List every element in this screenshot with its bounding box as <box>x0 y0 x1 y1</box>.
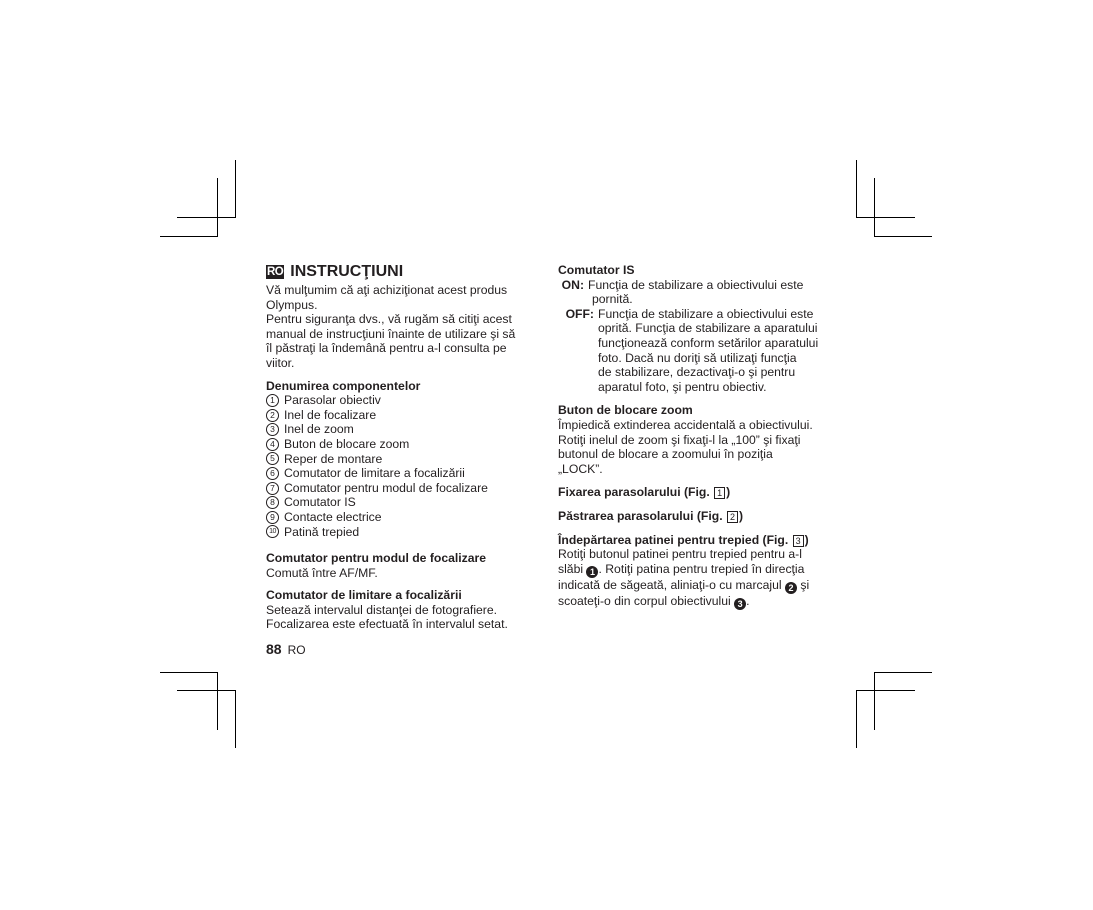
tripod-text <box>558 594 833 610</box>
focus-mode-text: Comută între AF/MF. <box>266 565 378 580</box>
on-def-line: pornită. <box>592 292 633 307</box>
zoom-lock-text: butonul de blocare a zoomului în poziţia <box>558 447 773 462</box>
figure-2-icon: 2 <box>727 511 738 523</box>
item-number-icon: 6 <box>266 467 279 480</box>
list-item <box>266 437 528 452</box>
item-number-icon: 9 <box>266 511 279 524</box>
on-def-line: Funcţia de stabilizare a obiectivului este <box>588 277 804 292</box>
intro-line: îl păstraţi la îndemână pentru a-l consulta pe <box>266 341 507 356</box>
tripod-label: Îndepărtarea patinei pentru trepied (Fig. <box>558 532 789 547</box>
language-badge: RO <box>267 266 284 278</box>
list-item <box>266 422 528 437</box>
item-label: Buton de blocare zoom <box>284 436 410 451</box>
figure-1-icon: 1 <box>714 487 725 499</box>
hood-store-label: Păstrarea parasolarului (Fig. <box>558 508 723 523</box>
item-number-icon: 7 <box>266 482 279 495</box>
step-1-icon: 1 <box>586 566 598 578</box>
intro-line: Olympus. <box>266 297 318 312</box>
item-label: Patină trepied <box>284 524 360 539</box>
close-paren: ) <box>804 532 809 547</box>
intro-line: Vă mulţumim că aţi achiziţionat acest produs <box>266 283 508 297</box>
tripod-text <box>558 562 833 578</box>
zoom-lock-text: Rotiţi inelul de zoom şi fixaţi-l la „100” şi fixaţi <box>558 432 801 447</box>
list-item <box>266 452 528 467</box>
tripod-text: Rotiţi butonul patinei pentru trepied pentru a-l <box>558 547 802 562</box>
focus-limit-heading: Comutator de limitare a focalizării <box>266 588 462 603</box>
item-number-icon: 10 <box>266 525 279 538</box>
intro-line: viitor. <box>266 355 295 370</box>
tripod-text <box>558 578 833 594</box>
item-number-icon: 4 <box>266 438 279 451</box>
item-label: Inel de zoom <box>284 422 354 437</box>
item-label: Inel de focalizare <box>284 407 377 422</box>
tripod-text-part: scoateţi-o din corpul obiectivului <box>558 593 731 608</box>
item-number-icon: 2 <box>266 409 279 422</box>
components-heading: Denumirea componentelor <box>266 378 421 393</box>
item-label: Comutator IS <box>284 495 356 510</box>
tripod-heading <box>558 533 833 548</box>
focus-limit-text: Setează intervalul distanţei de fotografiere. <box>266 602 498 617</box>
hood-attach-heading <box>558 485 833 500</box>
components-list <box>266 393 528 539</box>
close-paren: ) <box>738 508 744 523</box>
list-item <box>266 510 528 525</box>
page-footer <box>266 641 306 657</box>
zoom-lock-text: „LOCK”. <box>558 461 603 476</box>
figure-3-icon: 3 <box>793 535 804 547</box>
tripod-text-part: slăbi <box>558 561 584 576</box>
tripod-text-part: . Rotiţi patina pentru trepied în direcţia <box>598 561 805 576</box>
tripod-text-part: indicată de săgeată, aliniaţi-o cu marcajul <box>558 577 782 592</box>
focus-limit-text: Focalizarea este efectuată în intervalul setat. <box>266 617 508 632</box>
title-row <box>266 263 528 281</box>
intro-line: Pentru siguranţa dvs., vă rugăm să citiţi acest <box>266 312 512 327</box>
close-paren: ) <box>726 485 731 500</box>
right-column <box>558 263 833 610</box>
left-column <box>266 263 528 632</box>
off-def-line: funcţionează conform setărilor aparatului <box>598 335 819 350</box>
list-item <box>266 393 528 408</box>
page-language: RO <box>287 643 306 657</box>
item-number-icon: 3 <box>266 423 279 436</box>
tripod-text-part: . <box>746 593 750 608</box>
hood-attach-label: Fixarea parasolarului (Fig. <box>558 485 710 500</box>
off-def-line: aparatul foto, şi pentru obiectiv. <box>598 379 767 394</box>
off-term: OFF: <box>565 306 594 321</box>
item-label: Comutator pentru modul de focalizare <box>284 480 488 495</box>
is-switch-heading: Comutator IS <box>558 263 635 277</box>
item-number-icon: 5 <box>266 452 279 465</box>
zoom-lock-text: Împiedică extinderea accidentală a obiectivului. <box>558 417 813 432</box>
off-def-line: Funcţia de stabilizare a obiectivului este <box>598 306 814 321</box>
zoom-lock-heading: Buton de blocare zoom <box>558 403 693 418</box>
tripod-text-part: şi <box>800 577 810 592</box>
item-number-icon: 8 <box>266 496 279 509</box>
off-def-line: de stabilizare, dezactivaţi-o şi pentru <box>598 365 796 380</box>
off-def-line: oprită. Funcţia de stabilizare a aparatului <box>598 321 818 336</box>
step-3-icon: 3 <box>734 598 746 610</box>
item-number-icon: 1 <box>266 394 279 407</box>
item-label: Reper de montare <box>284 451 383 466</box>
item-label: Comutator de limitare a focalizării <box>284 466 465 481</box>
item-label: Contacte electrice <box>284 509 382 524</box>
hood-store-heading <box>558 509 833 524</box>
list-item <box>266 466 528 481</box>
off-def-line: foto. Dacă nu doriţi să utilizaţi funcţia <box>598 350 797 365</box>
list-item <box>266 495 528 510</box>
focus-mode-heading: Comutator pentru modul de focalizare <box>266 551 487 566</box>
intro-line: manual de instrucţiuni înainte de utilizare şi să <box>266 326 516 341</box>
on-term: ON: <box>561 277 584 292</box>
list-item <box>266 481 528 496</box>
item-label: Parasolar obiectiv <box>284 393 381 408</box>
page-title: INSTRUCŢIUNI <box>290 263 404 280</box>
on-definition <box>558 278 833 293</box>
page-number: 88 <box>266 641 282 657</box>
list-item <box>266 408 528 423</box>
list-item <box>266 525 528 540</box>
step-2-icon: 2 <box>785 582 797 594</box>
off-definition <box>558 307 833 322</box>
